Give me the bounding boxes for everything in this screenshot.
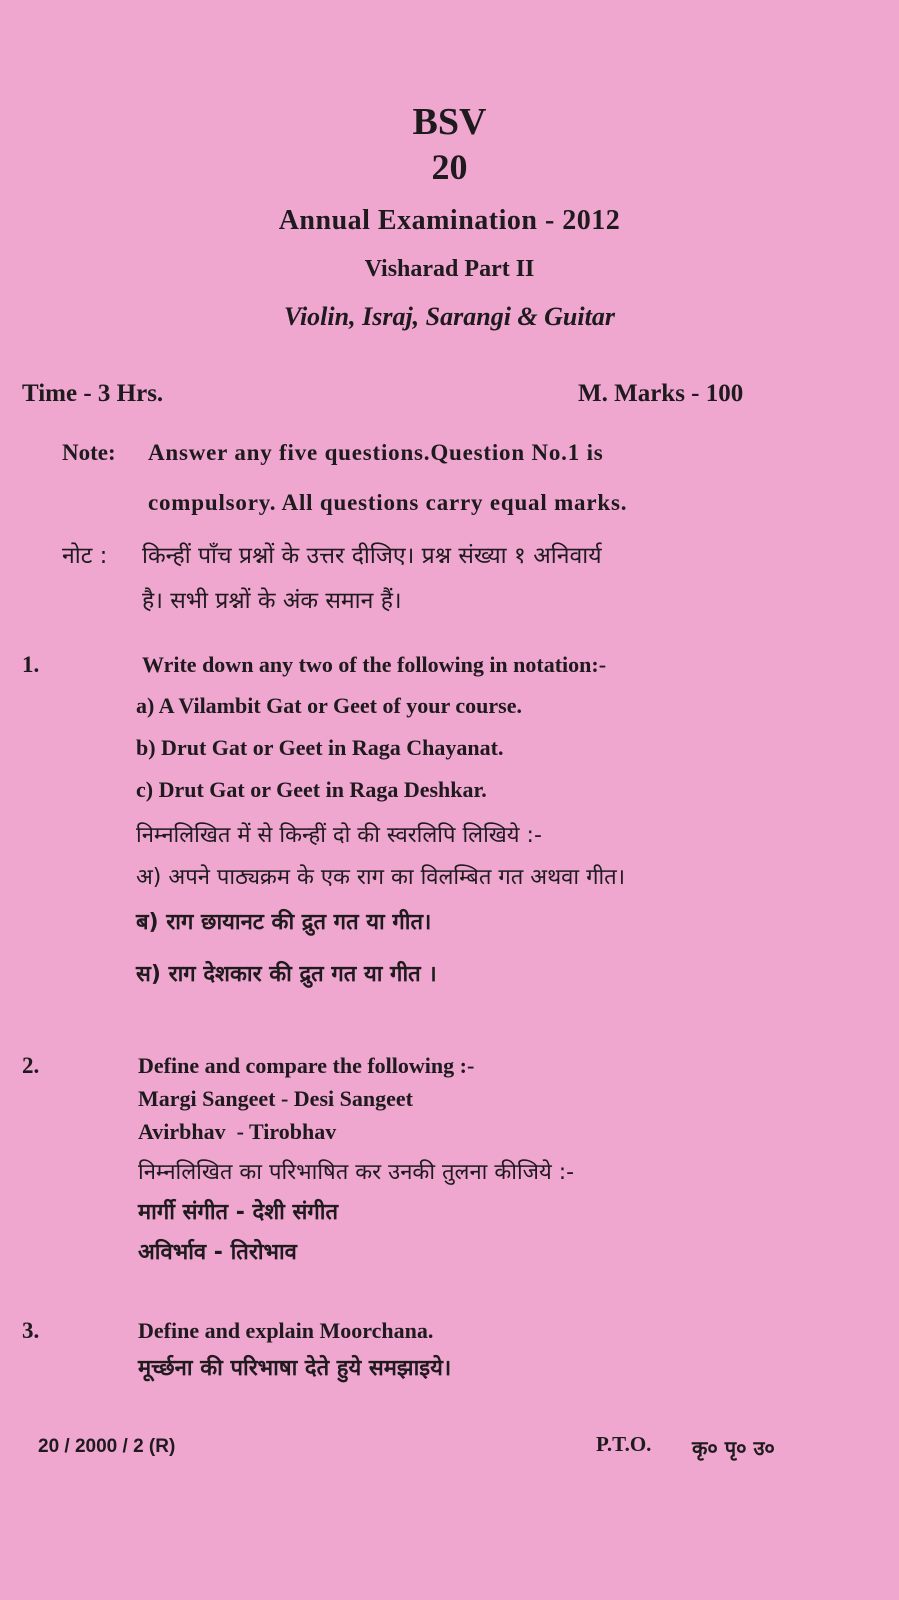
question-3-number: 3. <box>22 1318 40 1343</box>
question-2-hindi-line: निम्नलिखित का परिभाषित कर उनकी तुलना कीजिये :- <box>138 1160 575 1185</box>
note-hindi-line-1: किन्हीं पाँच प्रश्नों के उत्तर दीजिए। प्रश्न संख्या १ अनिवार्य <box>142 543 602 569</box>
exam-title: Annual Examination - 2012 <box>278 205 621 236</box>
paper-code: BSV <box>412 101 487 143</box>
question-1-hindi-line: ब) राग छायानट की द्रुत गत या गीत। <box>136 910 432 935</box>
question-2-hindi-line: मार्गी संगीत - देशी संगीत <box>138 1200 339 1225</box>
question-3-line: Define and explain Moorchana. <box>138 1318 434 1343</box>
note-hindi-label: नोट : <box>62 543 108 569</box>
note-label: Note: <box>62 440 116 465</box>
question-1-line: b) Drut Gat or Geet in Raga Chayanat. <box>136 735 504 760</box>
question-1-hindi-line: निम्नलिखित में से किन्हीं दो की स्वरलिपि लिखिये :- <box>136 823 542 848</box>
question-3-hindi-line: मूर्च्छना की परिभाषा देते हुये समझाइये। <box>138 1356 452 1381</box>
paper-print-code: 20 / 2000 / 2 (R) <box>38 1436 176 1457</box>
question-2-hindi-line: अविर्भाव - तिरोभाव <box>138 1240 297 1265</box>
question-1-hindi-line: अ) अपने पाठ्यक्रम के एक राग का विलम्बित गत अथवा गीत। <box>136 865 626 890</box>
note-line-1: Answer any five questions.Question No.1 is <box>148 440 604 465</box>
note-line-2: compulsory. All questions carry equal marks. <box>148 490 628 515</box>
question-1-hindi-line: स) राग देशकार की द्रुत गत या गीत । <box>136 962 437 987</box>
exam-part: Visharad Part II <box>364 256 535 282</box>
question-1-line: Write down any two of the following in notation:- <box>142 652 607 677</box>
question-1-line: c) Drut Gat or Geet in Raga Deshkar. <box>136 777 487 802</box>
note-hindi-line-2: है। सभी प्रश्नों के अंक समान हैं। <box>142 588 402 614</box>
pto-hindi-label: कृ० पृ० उ० <box>692 1436 775 1460</box>
exam-subjects: Violin, Isra​j, Sarangi & Guitar <box>284 302 615 331</box>
exam-time: Time - 3 Hrs. <box>22 380 164 407</box>
question-1-number: 1. <box>22 652 40 677</box>
question-2-line: Avirbhav - Tirobhav <box>138 1119 337 1144</box>
question-2-line: Margi Sangeet - Desi Sangeet <box>138 1086 413 1111</box>
paper-number: 20 <box>431 147 468 187</box>
question-2-number: 2. <box>22 1053 40 1078</box>
pto-label: P.T.O. <box>596 1432 652 1456</box>
exam-max-marks: M. Marks - 100 <box>578 380 744 407</box>
question-1-line: a) A Vilambit Gat or Geet of your course. <box>136 693 522 718</box>
question-2-line: Define and compare the following :- <box>138 1053 475 1078</box>
